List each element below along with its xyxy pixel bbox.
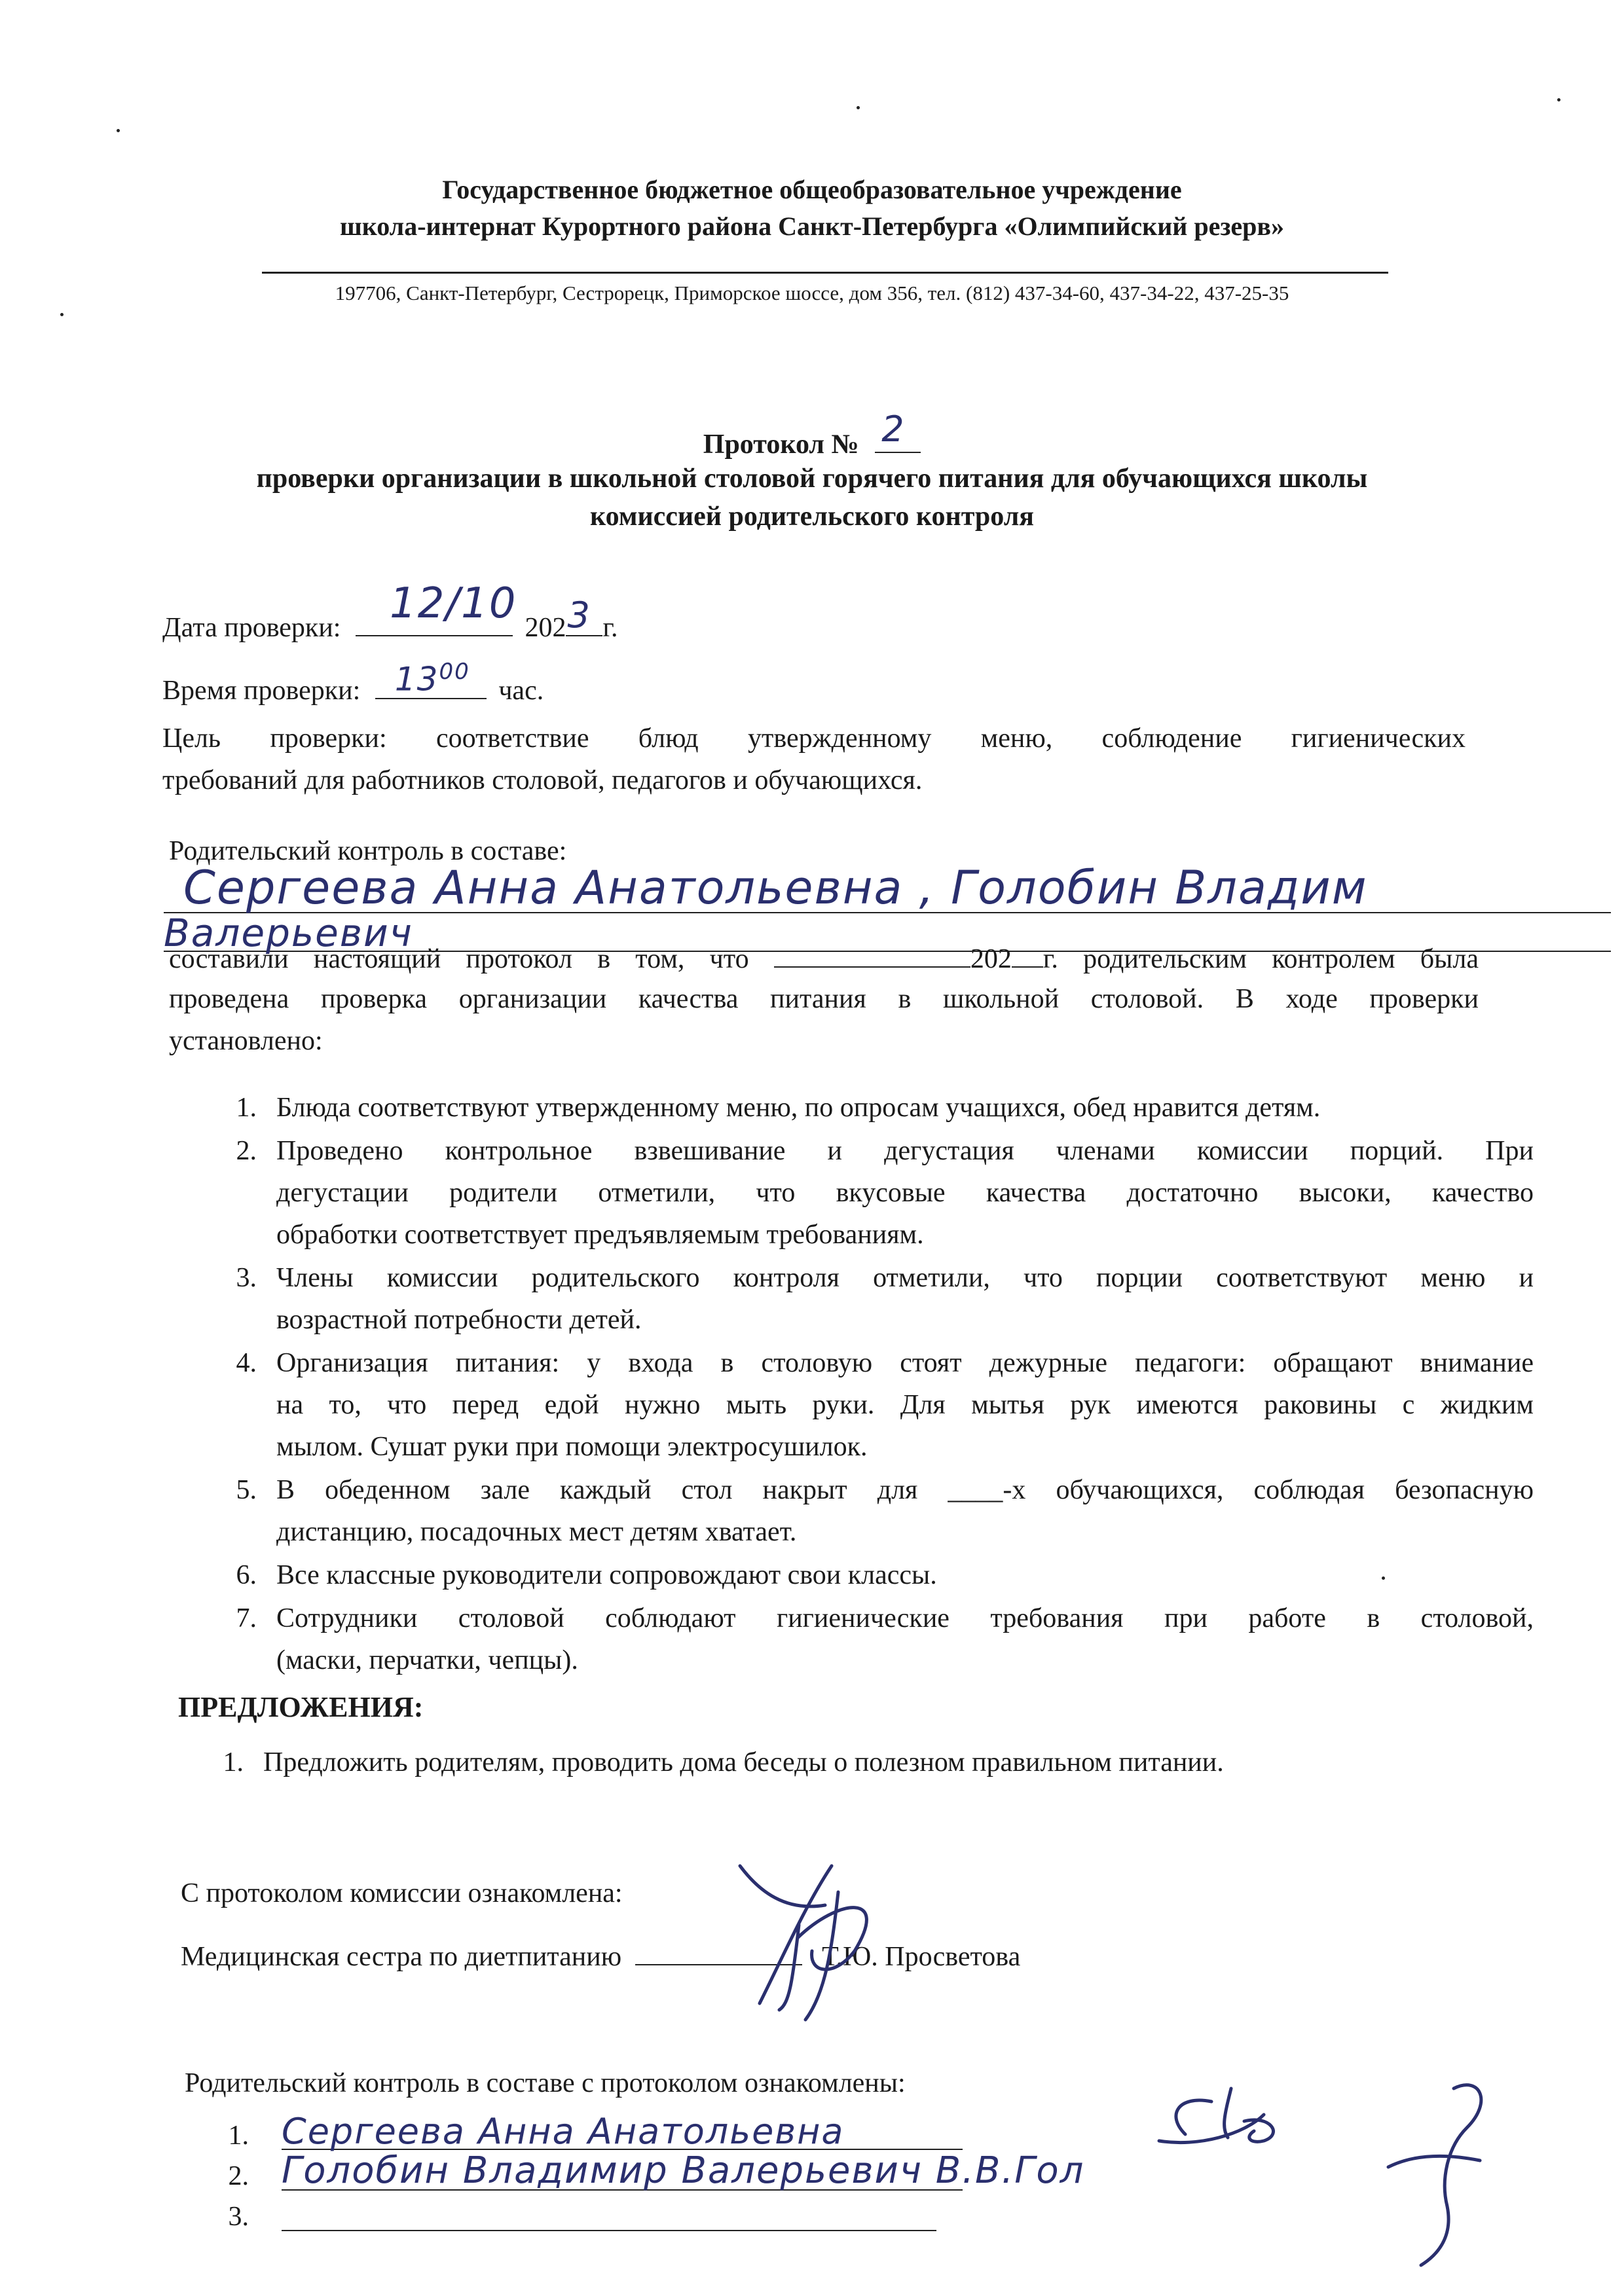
signer-line <box>282 2230 936 2231</box>
check-year-field <box>566 594 602 636</box>
compiled-line1: составили настоящий протокол в том, что 202 г. родительским контролем была <box>169 936 1479 980</box>
check-date-field <box>356 579 517 636</box>
finding-text-line: дегустации родители отметили, что вкусовые качества достаточно высоки, качество <box>276 1178 1534 1208</box>
finding-text-line: возрастной потребности детей. <box>276 1305 642 1335</box>
finding-text-line: В обеденном зале каждый стол накрыт для ____-х обучающихся, соблюдая безопасную <box>276 1475 1534 1505</box>
compiled-line3: установлено: <box>169 1026 323 1056</box>
finding-item <box>217 1130 1540 1256</box>
signer-handwriting: Голобин Владимир Валерьевич В.В.Гол <box>282 2149 1085 2192</box>
check-goal-line2: требований для работников столовой, педагогов и обучающихся. <box>162 765 923 795</box>
parent-signatures-scribble <box>1139 2075 1506 2272</box>
finding-text-line: Сотрудники столовой соблюдают гигиенические требования при работе в столовой, <box>276 1603 1534 1633</box>
finding-item <box>217 1469 1540 1553</box>
finding-number: 6. <box>236 1560 257 1590</box>
finding-number: 5. <box>236 1475 257 1505</box>
nurse-name: Т.Ю. Просветова <box>822 1942 1021 1972</box>
finding-text-line: обработки соответствует предъявляемым требованиям. <box>276 1220 924 1250</box>
scan-speck <box>60 313 64 316</box>
signer-number: 1. <box>228 2121 249 2151</box>
institution-address: 197706, Санкт-Петербург, Сестрорецк, Приморское шоссе, дом 356, тел. (812) 437-34-60, 437-34-22, 437-25-35 <box>335 282 1289 304</box>
finding-text-line: на то, что перед едой нужно мыть руки. Для мытья рук имеются раковины с жидким <box>276 1390 1534 1420</box>
check-goal-line1: Цель проверки: соответствие блюд утвержденному меню, соблюдение гигиенических <box>162 723 1466 754</box>
finding-number: 4. <box>236 1348 257 1378</box>
protocol-number-field <box>875 409 921 453</box>
check-year-digit: 3 <box>567 594 591 636</box>
scan-speck <box>1557 98 1560 101</box>
parents-ack-label: Родительский контроль в составе с протоколом ознакомлены: <box>185 2068 906 2098</box>
protocol-label: Протокол № <box>703 429 859 460</box>
finding-item <box>217 1597 1540 1681</box>
protocol-number: 2 <box>881 409 906 450</box>
check-time-field <box>375 659 487 699</box>
institution-name-line1: Государственное бюджетное общеобразовательное учреждение <box>442 175 1182 204</box>
composition-label: Родительский контроль в составе: <box>169 836 567 866</box>
proposal-number: 1. <box>223 1747 244 1777</box>
composition-members-line1: Сергеева Анна Анатольевна , Голобин Владим <box>183 862 1368 914</box>
finding-number: 7. <box>236 1603 257 1633</box>
finding-text-line: мылом. Сушат руки при помощи электросушилок. <box>276 1432 868 1462</box>
compiled-year-field <box>1012 936 1043 968</box>
signer-number: 3. <box>228 2202 249 2232</box>
check-date-value: 12/10 <box>389 579 517 628</box>
finding-text-line: (маски, перчатки, чепцы). <box>276 1645 578 1675</box>
check-time-value: $13^{00}$ <box>394 659 470 699</box>
nurse-position: Медицинская сестра по диетпитанию <box>181 1942 622 1972</box>
finding-number: 1. <box>236 1093 257 1123</box>
proposals-heading: ПРЕДЛОЖЕНИЯ: <box>178 1691 424 1723</box>
protocol-subtitle-line2: комиссией родительского контроля <box>589 501 1034 532</box>
scan-speck <box>117 129 120 132</box>
finding-text-line: Все классные руководители сопровождают свои классы. <box>276 1560 937 1590</box>
finding-text-line: Проведено контрольное взвешивание и дегустация членами комиссии порций. При <box>276 1136 1534 1166</box>
check-year-prefix: 202 <box>525 613 566 643</box>
finding-text-line: Члены комиссии родительского контроля отметили, что порции соответствуют меню и <box>276 1263 1534 1293</box>
check-time-label: Время проверки: <box>162 676 361 706</box>
scan-speck <box>857 106 860 109</box>
check-time-row <box>162 659 544 712</box>
finding-text-line: Организация питания: у входа в столовую стоят дежурные педагоги: обращают внимание <box>276 1348 1534 1378</box>
check-time-unit: час. <box>498 676 544 706</box>
ack-label: С протоколом комиссии ознакомлена: <box>181 1878 623 1908</box>
finding-text-line: дистанцию, посадочных мест детям хватает. <box>276 1517 797 1547</box>
finding-number: 2. <box>236 1136 257 1166</box>
protocol-title <box>0 409 1624 464</box>
nurse-signature <box>720 1853 917 2030</box>
proposal-text: Предложить родителям, проводить дома беседы о полезном правильном питании. <box>263 1747 1224 1777</box>
compiled-date-field <box>774 936 970 968</box>
finding-item <box>217 1257 1540 1341</box>
signer-number: 2. <box>228 2161 249 2191</box>
composition-members-line2: Валерьевич <box>164 911 413 955</box>
finding-text-line: Блюда соответствуют утвержденному меню, по опросам учащихся, обед нравится детям. <box>276 1093 1321 1123</box>
check-date-row <box>162 579 618 649</box>
header-divider <box>262 272 1388 274</box>
scan-speck <box>1382 1576 1385 1580</box>
compiled-line2: проведена проверка организации качества питания в школьной столовой. В ходе проверки <box>169 984 1479 1014</box>
check-year-suffix: г. <box>602 613 618 643</box>
finding-number: 3. <box>236 1263 257 1293</box>
finding-item <box>217 1554 1540 1596</box>
protocol-subtitle-line1: проверки организации в школьной столовой горячего питания для обучающихся школы <box>256 464 1368 494</box>
finding-item <box>217 1342 1540 1468</box>
finding-item <box>217 1087 1540 1129</box>
signer-handwriting: Сергеева Анна Анатольевна <box>282 2111 845 2152</box>
institution-name-line2: школа-интернат Курортного района Санкт-Петербурга «Олимпийский резерв» <box>339 211 1284 241</box>
check-date-label: Дата проверки: <box>162 613 341 643</box>
